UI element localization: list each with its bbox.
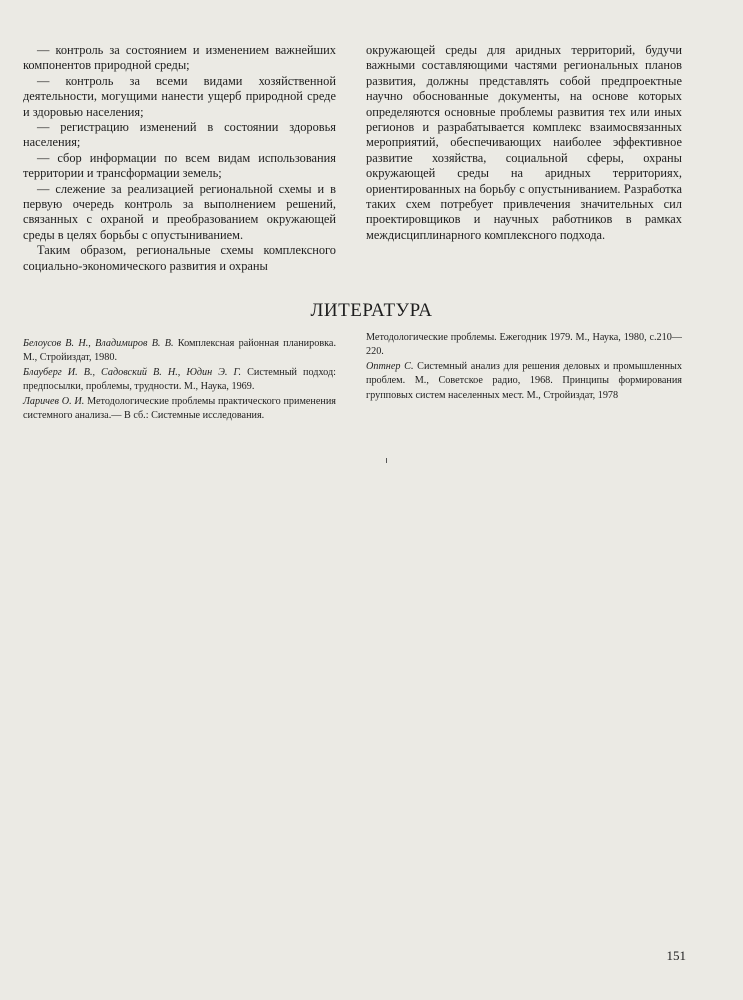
reference-authors: Блауберг И. В., Садовский В. Н., Юдин Э. Г. bbox=[23, 366, 242, 378]
page-number: 151 bbox=[666, 948, 686, 963]
paragraph: — сбор информации по всем видам использования территории и трансформации земель; bbox=[23, 150, 336, 181]
reference-text: Системный анализ для решения деловых и промышленных проблем. М., Советское радио, 1968. Принципы формирования групповых систем населенных мест. М., Стройиздат, 1978 bbox=[366, 360, 682, 401]
reference-item bbox=[366, 360, 682, 403]
reference-item bbox=[366, 331, 682, 360]
reference-text: Системный подход: предпосылки, проблемы, трудности. М., Наука, 1969. bbox=[23, 366, 336, 393]
references-right-column bbox=[366, 331, 682, 403]
paragraph: — слежение за реализацией региональной схемы и в первую очередь контроль за выполнением решений, связанных с охраной и преобразованием окружающей среды в целях борьбы с опустыниванием. bbox=[23, 181, 336, 242]
reference-text: Комплексная районная планировка. М., Стройиздат, 1980. bbox=[23, 338, 336, 364]
reference-authors: Белоусов В. Н., Владимиров В. В. bbox=[23, 338, 174, 349]
paragraph: — контроль за всеми видами хозяйственной деятельности, могущими нанести ущерб природной среде и здоровью населения; bbox=[23, 73, 336, 119]
reference-authors: Оптнер С. bbox=[366, 360, 414, 372]
paragraph: — регистрацию изменений в состоянии здоровья населения; bbox=[23, 120, 336, 150]
reference-authors: Ларичев О. И. bbox=[23, 395, 85, 407]
reference-item bbox=[23, 337, 336, 366]
paragraph: окружающей среды для аридных территорий, будучи важными составляющими частями региональных планов развития, должны представлять собой предпроектные научно обоснованные документы, на основе которых определяются основные проблемы развития тех или иных регионов и разрабатывается комплекс взаимосвязанных мероприятий, обеспечивающих наиболее эффективное развитие хозяйства, социальной сферы, охраны окружающей среды на аридных территориях, ориентированных на борьбу с опустыниванием. Разработка таких схем потребует привлечения значительных сил проектировщиков и научных работников в рамках междисциплинарного комплексного подхода. bbox=[366, 43, 682, 242]
right-text-column bbox=[366, 43, 682, 243]
paragraph: Таким образом, региональные схемы комплексного социально-экономического развития и охраны bbox=[23, 243, 336, 273]
reference-item bbox=[23, 395, 336, 424]
reference-item bbox=[23, 366, 336, 395]
left-text-column bbox=[23, 43, 336, 274]
references-left-column bbox=[23, 337, 336, 423]
paragraph: — контроль за состоянием и изменением важнейших компонентов природной среды; bbox=[23, 43, 336, 73]
literature-heading: ЛИТЕРАТУРА bbox=[310, 300, 433, 321]
reference-text: Методологические проблемы практического применения системного анализа.— В сб.: Системные исследования. bbox=[23, 395, 336, 422]
print-speck bbox=[386, 458, 387, 463]
reference-text: Методологические проблемы. Ежегодник 1979. М., Наука, 1980, с.210—220. bbox=[366, 332, 682, 358]
